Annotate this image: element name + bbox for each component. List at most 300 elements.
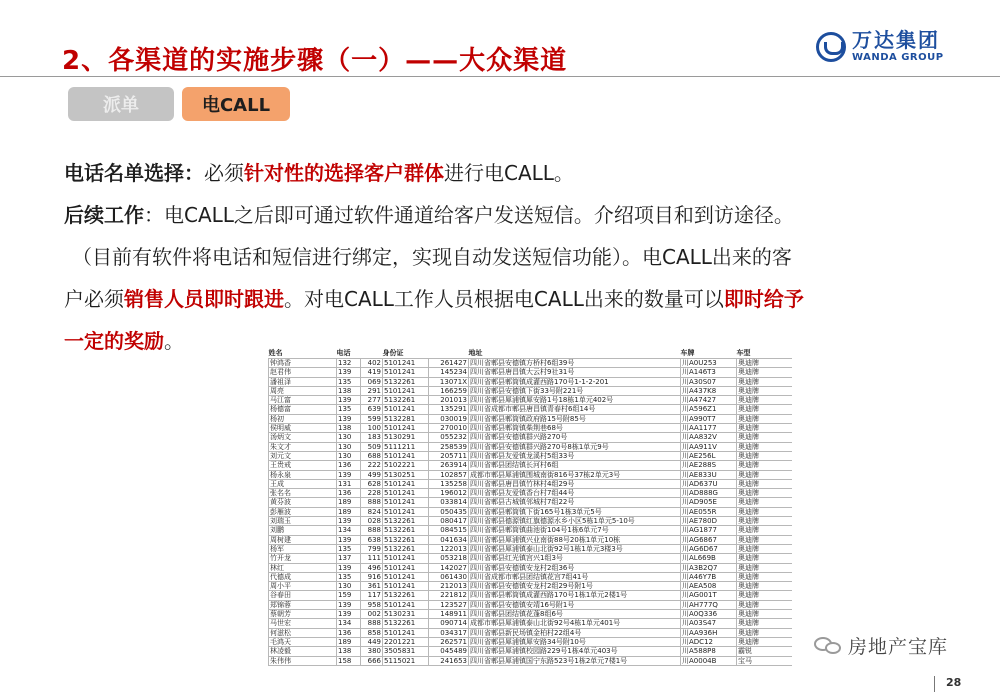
text-segment: 进行电CALL。	[444, 161, 574, 185]
emphasis-sales-follow-up: 销售人员即时跟进	[124, 287, 284, 311]
table-cell: 138	[337, 386, 361, 395]
table-cell: 奥迪牌	[737, 535, 793, 544]
table-cell: 135	[337, 544, 361, 553]
table-row	[269, 517, 793, 526]
table-cell: 888	[361, 619, 383, 628]
text-segment: （目前有软件将电话和短信进行绑定，实现自动发送短信功能）。电CALL出来的客	[72, 245, 792, 269]
column-header: 电话	[336, 349, 351, 357]
text-segment: 户必须	[64, 287, 124, 311]
table-cell: 061430	[429, 572, 469, 581]
column-header: 身份证	[382, 349, 404, 357]
column-header: 车牌	[680, 349, 695, 357]
page-number: 28	[946, 676, 962, 689]
table-cell: 朱文才	[269, 442, 337, 451]
table-cell: 639	[361, 405, 383, 414]
header-divider	[0, 76, 1000, 77]
table-cell: 799	[361, 544, 383, 553]
table-cell: 258539	[429, 442, 469, 451]
table-cell: 241653	[429, 656, 469, 665]
table-cell: 030019	[429, 414, 469, 423]
table-cell: 宝马	[737, 656, 793, 665]
table-cell: 四川省郫县新民场镇金柏村22组4号	[469, 628, 681, 637]
table-cell: 13071X	[429, 377, 469, 386]
table-cell: 158	[337, 656, 361, 665]
table-cell: 136	[337, 628, 361, 637]
table-cell: 奥迪牌	[737, 591, 793, 600]
table-cell: 5111211	[383, 442, 429, 451]
table-cell: 5101241	[383, 507, 429, 516]
table-cell: 川AG1877	[681, 526, 737, 535]
emphasis-reward: 即时给予	[723, 287, 804, 311]
table-cell: 139	[337, 610, 361, 619]
table-cell: 270010	[429, 424, 469, 433]
table-cell: 222	[361, 461, 383, 470]
table-cell: 130	[337, 451, 361, 460]
table-row	[269, 619, 793, 628]
table-cell: 221812	[429, 591, 469, 600]
table-cell: 四川省郫县团结镇花蓬8组6号	[469, 610, 681, 619]
table-cell: 彭雁波	[269, 507, 337, 516]
table-row	[269, 628, 793, 637]
table-cell: 四川省郫县安德镇安龙村2组29号附1号	[469, 582, 681, 591]
table-cell: 137	[337, 554, 361, 563]
table-cell: 419	[361, 368, 383, 377]
table-cell: 139	[337, 368, 361, 377]
table-cell: 奥迪牌	[737, 396, 793, 405]
wanda-logo	[816, 30, 944, 63]
table-cell: 四川省郫县德源镇红旗德源水乡小区5栋1单元5-10号	[469, 517, 681, 526]
table-cell: 050435	[429, 507, 469, 516]
table-row	[269, 526, 793, 535]
table-cell: 130	[337, 442, 361, 451]
table-cell: 139	[337, 563, 361, 572]
table-cell: 毛鸿天	[269, 637, 337, 646]
table-cell: 奥迪牌	[737, 377, 793, 386]
table-row	[269, 637, 793, 646]
table-cell: 奥迪牌	[737, 610, 793, 619]
table-cell: 5132261	[383, 377, 429, 386]
table-cell: 135291	[429, 405, 469, 414]
table-cell: 蔡朝芳	[269, 610, 337, 619]
table-cell: 148911	[429, 610, 469, 619]
table-row	[269, 396, 793, 405]
text-segment: 。对电CALL工作人员根据电CALL出来的数量可以	[284, 287, 724, 311]
customer-spreadsheet	[268, 348, 792, 692]
table-cell: 川AA832V	[681, 433, 737, 442]
table-cell: 四川省郫县古城镇邻城村7组22号	[469, 498, 681, 507]
table-cell: 川AG6D67	[681, 544, 737, 553]
table-cell: 林凌毅	[269, 647, 337, 656]
table-cell: 川AE288S	[681, 461, 737, 470]
table-cell: 奥迪牌	[737, 526, 793, 535]
table-cell: 川AE055R	[681, 507, 737, 516]
table-cell: 5101241	[383, 368, 429, 377]
table-row	[269, 563, 793, 572]
table-cell: 496	[361, 563, 383, 572]
table-cell: 688	[361, 451, 383, 460]
table-cell: 5101241	[383, 386, 429, 395]
table-cell: 刘瑞玉	[269, 517, 337, 526]
logo-text-en: WANDA GROUP	[852, 52, 944, 63]
table-cell: 136	[337, 461, 361, 470]
table-cell: 262571	[429, 637, 469, 646]
table-cell: 四川省郫县红光镇宫兴1组3号	[469, 554, 681, 563]
table-cell: 5132261	[383, 619, 429, 628]
table-cell: 奥迪牌	[737, 442, 793, 451]
table-cell: 成都市郫县犀浦镇围城南街816号37栋2单元3号	[469, 470, 681, 479]
table-cell: 117	[361, 591, 383, 600]
table-cell: 杨德富	[269, 405, 337, 414]
label-follow-up: 后续工作	[64, 203, 144, 227]
table-cell: 142027	[429, 563, 469, 572]
table-row	[269, 368, 793, 377]
table-cell: 449	[361, 637, 383, 646]
table-cell: 5101241	[383, 405, 429, 414]
table-cell: 499	[361, 470, 383, 479]
table-cell: 002	[361, 610, 383, 619]
table-cell: 川ADC12	[681, 637, 737, 646]
table-cell: 川A588P8	[681, 647, 737, 656]
table-cell: 139	[337, 414, 361, 423]
table-cell: 杨永泉	[269, 470, 337, 479]
body-text	[64, 152, 944, 362]
table-cell: 四川省郫县安德镇下街33号附221号	[469, 386, 681, 395]
table-cell: 四川省郫县唐昌镇竹林村4组29号	[469, 479, 681, 488]
table-cell: 川AG6867	[681, 535, 737, 544]
table-cell: 川A0U253	[681, 359, 737, 368]
customer-table	[268, 348, 792, 666]
table-row	[269, 405, 793, 414]
table-cell: 四川省郫县犀浦镇泰山北街92号1栋1单元3楼3号	[469, 544, 681, 553]
table-cell: 5132261	[383, 544, 429, 553]
table-row	[269, 359, 793, 368]
table-row	[269, 489, 793, 498]
table-cell: 赵君伟	[269, 368, 337, 377]
logo-text-cn: 万达集团	[852, 28, 940, 52]
table-row	[269, 647, 793, 656]
table-cell: 263914	[429, 461, 469, 470]
table-cell: 奥迪牌	[737, 470, 793, 479]
table-row	[269, 424, 793, 433]
table-cell: 川A990T7	[681, 414, 737, 423]
table-cell: 川A0Q336	[681, 610, 737, 619]
table-cell: 四川省郫县安德镇安龙村2组36号	[469, 563, 681, 572]
table-cell: 5132261	[383, 396, 429, 405]
table-cell: 川AL669B	[681, 554, 737, 563]
table-cell: 奥迪牌	[737, 628, 793, 637]
table-cell: 奥迪牌	[737, 498, 793, 507]
table-cell: 122013	[429, 544, 469, 553]
table-cell: 189	[337, 637, 361, 646]
table-row	[269, 591, 793, 600]
table-cell: 5101241	[383, 628, 429, 637]
table-cell: 马世宏	[269, 619, 337, 628]
table-cell: 川AD637U	[681, 479, 737, 488]
table-cell: 028	[361, 517, 383, 526]
table-cell: 奥迪牌	[737, 582, 793, 591]
table-cell: 四川省郫县郫筒镇下街165号1栋3单元5号	[469, 507, 681, 516]
table-row	[269, 544, 793, 553]
table-cell: 5101241	[383, 600, 429, 609]
table-cell: 145234	[429, 368, 469, 377]
table-header-row	[269, 348, 793, 359]
table-row	[269, 451, 793, 460]
table-cell: 周亮	[269, 386, 337, 395]
table-cell: 四川省郫县安德镇群兴路270号8栋1单元9号	[469, 442, 681, 451]
table-cell: 5130251	[383, 470, 429, 479]
table-cell: 川AA936H	[681, 628, 737, 637]
table-cell: 135	[337, 405, 361, 414]
table-cell: 川AH777Q	[681, 600, 737, 609]
table-cell: 380	[361, 647, 383, 656]
paragraph-phone-list	[64, 152, 944, 194]
table-cell: 奥迪牌	[737, 637, 793, 646]
table-cell: 5101241	[383, 479, 429, 488]
table-cell: 成都市郫县犀浦镇泰山北街92号4栋1单元401号	[469, 619, 681, 628]
table-cell: 奥迪牌	[737, 479, 793, 488]
table-row	[269, 535, 793, 544]
table-cell: 代德成	[269, 572, 337, 581]
table-cell: 川A03S47	[681, 619, 737, 628]
column-header: 车型	[736, 349, 751, 357]
table-cell: 奥迪牌	[737, 517, 793, 526]
table-row	[269, 498, 793, 507]
table-cell: 王成	[269, 479, 337, 488]
tab-telemarketing[interactable]: 电CALL	[182, 87, 290, 121]
table-cell: 888	[361, 526, 383, 535]
table-cell: 069	[361, 377, 383, 386]
table-cell: 130	[337, 582, 361, 591]
table-cell: 138	[337, 647, 361, 656]
table-cell: 166259	[429, 386, 469, 395]
table-cell: 5132261	[383, 526, 429, 535]
wechat-icon	[814, 635, 844, 657]
table-cell: 5101241	[383, 489, 429, 498]
table-cell: 201013	[429, 396, 469, 405]
table-cell: 奥迪牌	[737, 433, 793, 442]
table-cell: 奥迪牌	[737, 489, 793, 498]
table-cell: 奥迪牌	[737, 572, 793, 581]
table-cell: 四川省郫县友爱镇龙溪村5组33号	[469, 451, 681, 460]
table-cell: 奥迪牌	[737, 368, 793, 377]
wanda-logo-icon	[816, 32, 846, 62]
table-cell: 周小平	[269, 582, 337, 591]
table-cell: 084515	[429, 526, 469, 535]
table-row	[269, 610, 793, 619]
table-cell: 奥迪牌	[737, 461, 793, 470]
table-cell: 5101241	[383, 582, 429, 591]
table-cell: 川A0004B	[681, 656, 737, 665]
table-cell: 钟鸿香	[269, 359, 337, 368]
table-cell: 奥迪牌	[737, 359, 793, 368]
table-cell: 135258	[429, 479, 469, 488]
table-cell: 侯明威	[269, 424, 337, 433]
table-cell: 034317	[429, 628, 469, 637]
table-cell: 5132261	[383, 535, 429, 544]
text-line	[64, 236, 944, 278]
table-row	[269, 377, 793, 386]
table-cell: 599	[361, 414, 383, 423]
table-cell: 潘祖泽	[269, 377, 337, 386]
table-row	[269, 414, 793, 423]
table-cell: 135	[337, 377, 361, 386]
table-cell: 奥迪牌	[737, 451, 793, 460]
table-cell: 四川省郫县郫筒镇柴荆巷68号	[469, 424, 681, 433]
table-cell: 183	[361, 433, 383, 442]
text-segment: ：电CALL之后即可通过软件通道给客户发送短信。介绍项目和到访途径。	[144, 203, 794, 227]
table-cell: 5130231	[383, 610, 429, 619]
table-cell: 824	[361, 507, 383, 516]
table-cell: 川AA911V	[681, 442, 737, 451]
page-title: 2、各渠道的实施步骤（一）——大众渠道	[62, 46, 568, 76]
table-cell: 5101241	[383, 572, 429, 581]
table-cell: 090714	[429, 619, 469, 628]
table-cell: 四川省郫县犀浦镇国宁东路523号1栋2单元7楼1号	[469, 656, 681, 665]
paragraph-follow-up	[64, 194, 944, 236]
table-cell: 四川省郫县郫筒镇成灌西路170号1栋1单元2楼1号	[469, 591, 681, 600]
table-cell: 666	[361, 656, 383, 665]
table-cell: 四川省郫县郫筒镇曲池街104号1栋6单元7号	[469, 526, 681, 535]
table-cell: 916	[361, 572, 383, 581]
table-cell: 958	[361, 600, 383, 609]
table-cell: 135	[337, 572, 361, 581]
table-cell: 四川省成都市郫县团结镇花宫7组41号	[469, 572, 681, 581]
table-cell: 136	[337, 489, 361, 498]
table-cell: 5102221	[383, 461, 429, 470]
table-cell: 045489	[429, 647, 469, 656]
table-cell: 277	[361, 396, 383, 405]
table-cell: 杨初	[269, 414, 337, 423]
table-cell: 四川省郫县郫筒镇政府路15号附85号	[469, 414, 681, 423]
table-cell: 131	[337, 479, 361, 488]
table-cell: 053218	[429, 554, 469, 563]
table-cell: 228	[361, 489, 383, 498]
table-cell: 509	[361, 442, 383, 451]
table-cell: 奥迪牌	[737, 414, 793, 423]
column-header	[429, 348, 469, 359]
label-phone-list: 电话名单选择：	[64, 161, 204, 185]
table-cell: 川AE256L	[681, 451, 737, 460]
table-cell: 100	[361, 424, 383, 433]
text-segment: 。	[164, 329, 184, 353]
table-cell: 奥迪牌	[737, 405, 793, 414]
table-cell: 123527	[429, 600, 469, 609]
table-cell: 189	[337, 498, 361, 507]
table-cell: 四川省郫县友爱镇香台村7组44号	[469, 489, 681, 498]
table-cell: 川A437K8	[681, 386, 737, 395]
table-cell: 033814	[429, 498, 469, 507]
table-cell: 261427	[429, 359, 469, 368]
column-header: 姓名	[268, 349, 283, 357]
table-row	[269, 470, 793, 479]
table-cell: 055232	[429, 433, 469, 442]
table-row	[269, 554, 793, 563]
table-cell: 139	[337, 600, 361, 609]
table-cell: 刘元文	[269, 451, 337, 460]
table-cell: 四川省郫县安德镇方桥村6组39号	[469, 359, 681, 368]
table-cell: 5101241	[383, 451, 429, 460]
table-cell: 奥迪牌	[737, 554, 793, 563]
emphasis-target-group: 针对性的选择客户群体	[244, 161, 444, 185]
table-cell: 川A596Z1	[681, 405, 737, 414]
table-cell: 川A46Y7B	[681, 572, 737, 581]
table-cell: 159	[337, 591, 361, 600]
table-row	[269, 572, 793, 581]
table-row	[269, 442, 793, 451]
table-cell: 竹开龙	[269, 554, 337, 563]
table-cell: 王贵戒	[269, 461, 337, 470]
table-cell: 奥迪牌	[737, 424, 793, 433]
table-cell: 212013	[429, 582, 469, 591]
table-cell: 5101241	[383, 359, 429, 368]
table-cell: 四川省郫县犀浦镇校园路229号1栋4单元403号	[469, 647, 681, 656]
table-cell: 638	[361, 535, 383, 544]
table-cell: 奥迪牌	[737, 544, 793, 553]
text-segment: 必须	[204, 161, 244, 185]
table-cell: 奥迪牌	[737, 507, 793, 516]
table-row	[269, 582, 793, 591]
table-cell: 张名名	[269, 489, 337, 498]
table-cell: 谷春田	[269, 591, 337, 600]
table-cell: 四川省郫县安德镇安靖16号附1号	[469, 600, 681, 609]
table-cell: 189	[337, 507, 361, 516]
tab-flyer[interactable]: 派单	[68, 87, 174, 121]
table-cell: 111	[361, 554, 383, 563]
table-cell: 102857	[429, 470, 469, 479]
table-cell: 奥迪牌	[737, 600, 793, 609]
table-cell: 四川省成都市郫县唐昌镇青春村6组14号	[469, 405, 681, 414]
table-cell: 四川省郫县郫筒镇成灌西路170号1-1-2-201	[469, 377, 681, 386]
table-row	[269, 433, 793, 442]
table-cell: 5132261	[383, 517, 429, 526]
table-cell: 郑锦蓉	[269, 600, 337, 609]
table-cell: 川AD905E	[681, 498, 737, 507]
table-cell: 628	[361, 479, 383, 488]
table-cell: 291	[361, 386, 383, 395]
table-cell: 361	[361, 582, 383, 591]
table-cell: 马江富	[269, 396, 337, 405]
table-cell: 汤炳文	[269, 433, 337, 442]
page-separator	[934, 676, 935, 692]
table-cell: 川A3B2Q7	[681, 563, 737, 572]
table-cell: 霸锐	[737, 647, 793, 656]
table-cell: 041634	[429, 535, 469, 544]
table-cell: 川A30S07	[681, 377, 737, 386]
table-cell: 四川省郫县安德镇群兴路270号	[469, 433, 681, 442]
column-header	[361, 348, 383, 359]
table-cell: 5132261	[383, 591, 429, 600]
table-cell: 奥迪牌	[737, 619, 793, 628]
emphasis-reward-end: 一定的奖励	[64, 329, 164, 353]
table-cell: 132	[337, 359, 361, 368]
table-cell: 139	[337, 470, 361, 479]
table-cell: 5101241	[383, 498, 429, 507]
table-cell: 川AE833U	[681, 470, 737, 479]
table-cell: 134	[337, 526, 361, 535]
table-cell: 080417	[429, 517, 469, 526]
table-cell: 四川省郫县犀浦镇犀安路1号18栋1单元402号	[469, 396, 681, 405]
table-cell: 3505831	[383, 647, 429, 656]
table-cell: 林红	[269, 563, 337, 572]
table-cell: 四川省郫县团结镇长河村6组	[469, 461, 681, 470]
table-row	[269, 461, 793, 470]
watermark-text: 房地产宝库	[848, 636, 949, 658]
table-cell: 138	[337, 424, 361, 433]
table-cell: 2201221	[383, 637, 429, 646]
table-cell: 朱伟伟	[269, 656, 337, 665]
table-row	[269, 600, 793, 609]
table-row	[269, 479, 793, 488]
